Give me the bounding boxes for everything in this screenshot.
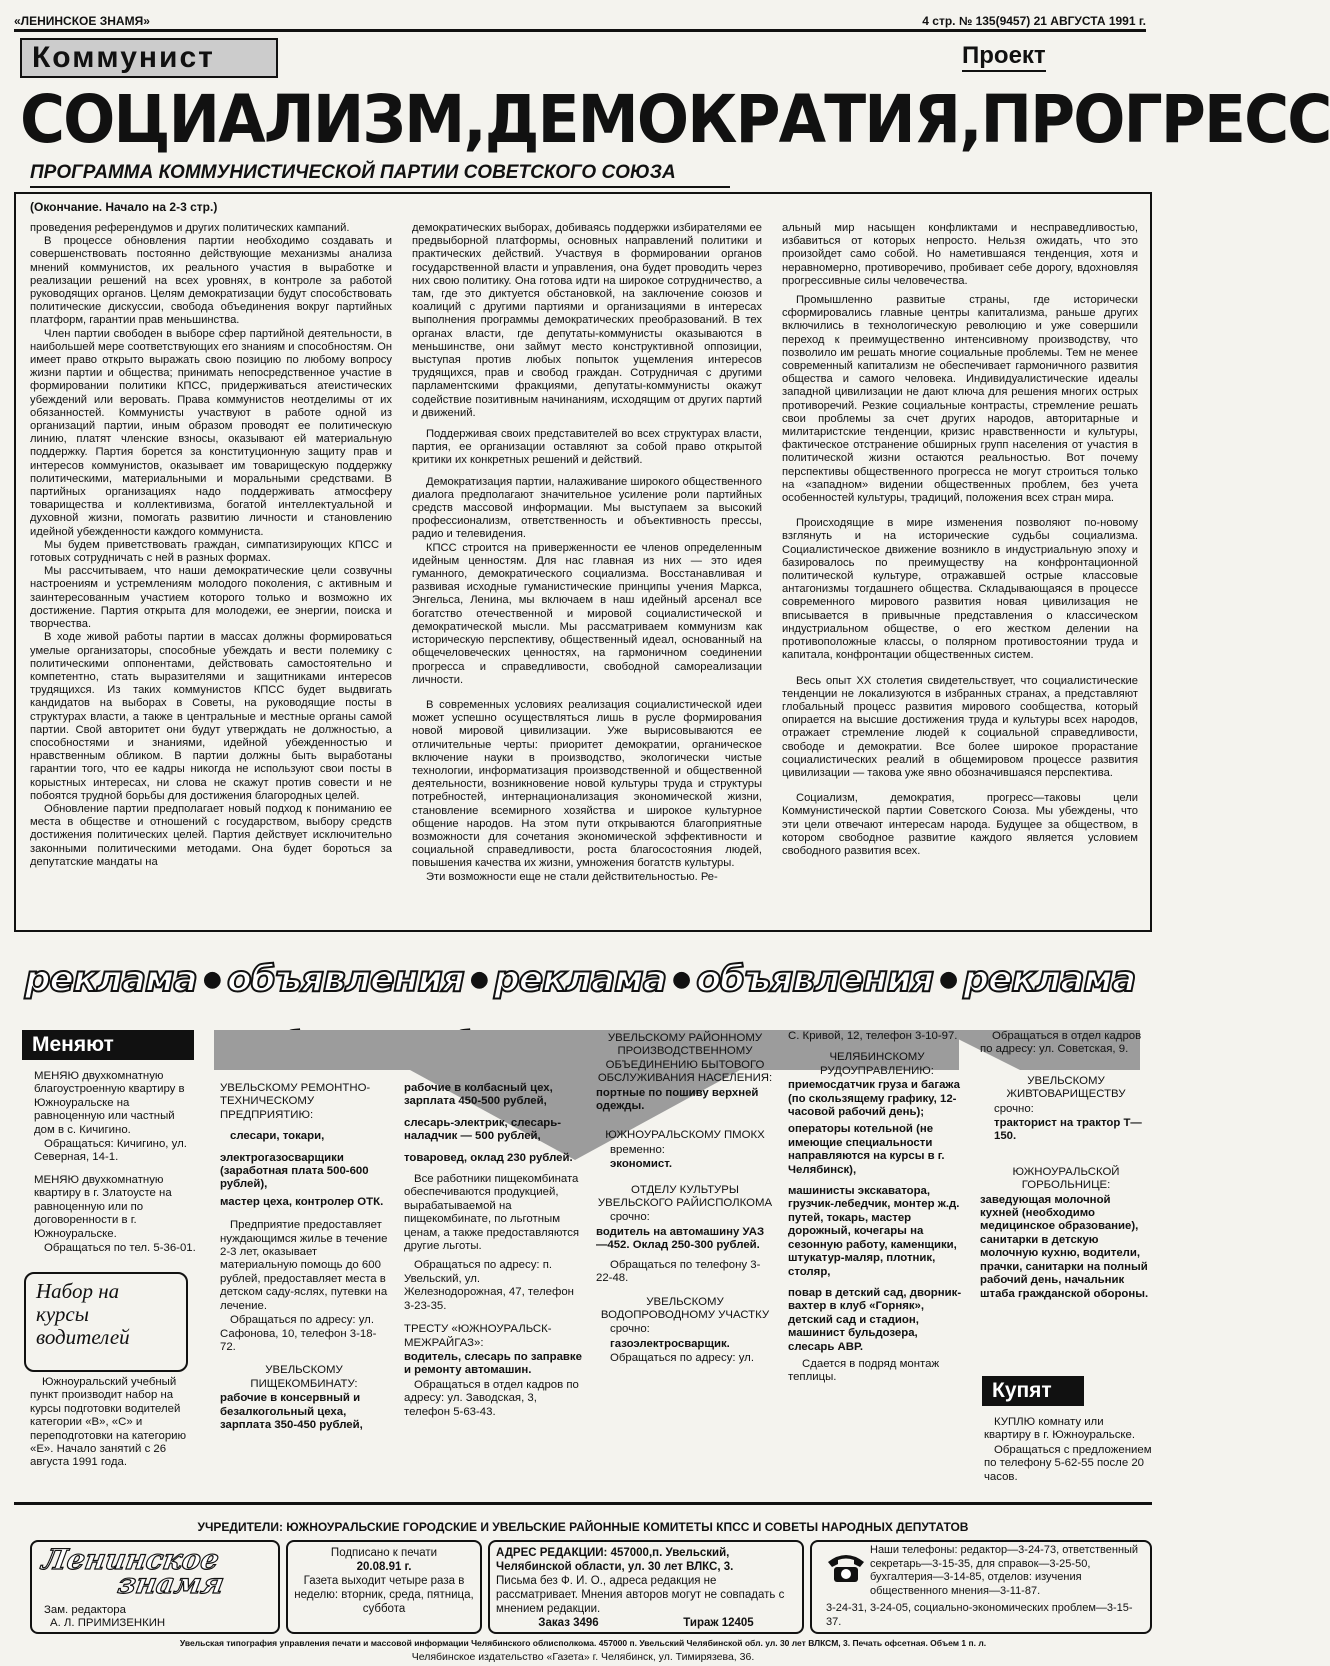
ad-text: слесари, токари, [230, 1130, 325, 1143]
paper-name: «ЛЕНИНСКОЕ ЗНАМЯ» [14, 14, 150, 28]
article-column-3 [782, 222, 1138, 928]
address-box [488, 1540, 804, 1634]
ad-column-4 [788, 1030, 966, 1480]
paragraph: демократических выборах, добиваясь поддержки избирателями ее предвыборной платформы, основных направлений политики и практических действий. Участвуя в формировании органов государственной власти и управления, она будет проводить через них свою политику. Она готова идти на широкое сотрудничество, а там, где это диктуется обстановкой, на заключение союзов и коалиций с другими партиями и организациями в интересах выполнения программы демократических преобразований. В тех органах власти, где депутаты-коммунисты оказываются в меньшинстве, они займут место конструктивной оппозиции, выступая против любых попыток ущемления интересов трудящихся, прав и свобод граждан. Сотрудничая с другими парламентскими фракциями, депутаты-коммунисты окажут содействие позитивным начинаниям, исходящим от других партий и движений. [412, 222, 762, 419]
print-info-box [286, 1540, 482, 1634]
ad-text: Обращаться по адресу: п. Увельский, ул. Железнодорожная, 47, телефон 3-23-35. [404, 1259, 574, 1312]
ad-text: Сдается в подряд монтаж теплицы. [788, 1357, 940, 1384]
article-title: СОЦИАЛИЗМ,ДЕМОКРАТИЯ,ПРОГРЕСС [20, 81, 1330, 158]
ad-text: ЮЖНОУРАЛЬСКОЙ ГОРБОЛЬНИЦЕ: [1012, 1165, 1120, 1192]
ad-text: портные по пошиву верхней одежды. [596, 1086, 759, 1113]
phones-text: Наши телефоны: редактор—3-24-73, ответственный секретарь—3-15-35, для справок—3-25-50, бухгалтерия—3-14-85, отделов: изучения общественного мнения—3-11-87. [870, 1544, 1139, 1597]
founders-line: УЧРЕДИТЕЛИ: ЮЖНОУРАЛЬСКИЕ ГОРОДСКИЕ И УВЕЛЬСКИЕ РАЙОННЫЕ КОМИТЕТЫ КПСС И СОВЕТЫ НАРОДНЫХ ДЕПУТАТОВ [197, 1520, 969, 1534]
ad-text: рабочие в консервный и безалкогольный цеха, зарплата 350-450 рублей, [220, 1392, 363, 1431]
paragraph: проведения референдумов и других политических кампаний. [30, 222, 350, 234]
ad-column-5 [980, 1030, 1152, 1360]
ad-text: Обращаться: Кичигино, ул. Северная, 14-1. [34, 1138, 187, 1164]
page-header [14, 10, 1146, 32]
print-label: Подписано к печати [330, 1547, 438, 1559]
ad-column-3 [596, 1032, 774, 1472]
ad-text: ЮЖНОУРАЛЬСКОМУ ПМОКХ [605, 1129, 765, 1142]
menyayut-heading: Меняют [22, 1030, 194, 1060]
ad-text: заведующая молочной кухней (необходимо медицинское образование), санитарки в детскую молочную кухню, водители, прачки, санитарки на полный рабочий день, начальник штаба гражданской обороны. [980, 1193, 1149, 1300]
ad-text: Обращаться по адресу: ул. [610, 1352, 754, 1365]
paragraph: Происходящие в мире изменения позволяют по-новому взглянуть и на исторические судьбы социализма. Социалистическое движение возникло в индустриальную эпоху и базировалось по преимуществу на конфронтационной политической культуре, отражавшей острые классовые антагонизмы тогдашнего общества. Складывающаяся в процессе современного мирового развития новая цивилизация не вписывается в привычные представления о классическом индустриальном обществе, о его жестком делении на противоположные классы, о полярном противостоянии труда и капитала, конфронтации общественных систем. [782, 517, 1138, 662]
ad-text: временно: [610, 1143, 665, 1156]
ad-text: водитель, слесарь по заправке и ремонту автомашин. [404, 1350, 582, 1377]
ad-text: Обращаться по адресу: ул. Сафонова, 10, телефон 3-18-72. [220, 1314, 377, 1353]
phones-text-2: 3-24-31, 3-24-05, социально-экономических проблем—3-15-37. [826, 1602, 1133, 1628]
ads-banner [24, 958, 1136, 1000]
ad-text: срочно: [610, 1211, 650, 1224]
kupyat-heading: Купят [982, 1376, 1084, 1406]
ad-text: срочно: [610, 1323, 650, 1336]
driving-courses-box: Набор на курсы водителей [24, 1272, 188, 1372]
ad-text: электрогазосварщики (заработная плата 500-600 рублей), [220, 1151, 369, 1191]
ad-exchange-2 [34, 1174, 198, 1266]
bullet-icon: ● [939, 966, 958, 992]
ad-text: ЧЕЛЯБИНСКОМУ РУДОУПРАВЛЕНИЮ: [820, 1051, 934, 1077]
banner-word: объявления [696, 958, 934, 1000]
print-schedule: Газета выходит четыре раза в неделю: вторник, среда, пятница, суббота [294, 1575, 474, 1615]
ad-text: УВЕЛЬСКОМУ РАЙОННОМУ ПРОИЗВОДСТВЕННОМУ ОБЪЕДИНЕНИЮ БЫТОВОГО ОБСЛУЖИВАНИЯ НАСЕЛЕНИЯ: [597, 1032, 773, 1085]
ad-text: Обращаться с предложением по телефону 5-62-55 после 20 часов. [984, 1443, 1152, 1483]
ad-text: рабочие в колбасный цех, зарплата 450-500 рублей, [404, 1082, 553, 1108]
ad-text: машинисты экскаватора, грузчик-лебедчик, монтер ж.д. путей, токарь, мастер дорожный, кочегары на сезонную работу, каменщики, штукатур-маляр, плотник, столяр, [788, 1185, 960, 1278]
footer-rule [14, 1502, 1152, 1505]
ad-text: ТРЕСТУ «ЮЖНОУРАЛЬСК-МЕЖРАЙГАЗ»: [404, 1323, 552, 1349]
article-column-1 [30, 222, 392, 928]
ad-text: УВЕЛЬСКОМУ РЕМОНТНО-ТЕХНИЧЕСКОМУ ПРЕДПРИЯТИЮ: [220, 1082, 371, 1121]
order-number: Заказ 3496 [538, 1617, 599, 1629]
paragraph: Демократизация партии, налаживание широкого общественного диалога предполагают значительное усиление роли партийных средств массовой информации. Мы выступаем за высокий профессионализм, ответственность и объективность прессы, радио и телевидения. [412, 475, 762, 541]
ad-text: товаровед, оклад 230 рублей. [404, 1151, 573, 1164]
deputy-name: А. Л. ПРИМИЗЕНКИН [50, 1617, 166, 1630]
paragraph: В современных условиях реализация социалистической идеи может успешно осуществляться лишь в русле формирования новой мировой цивилизации. Уже вырисовываются ее отличительные черты: приоритет демократии, органическое включение науки в производство, экологически чистые технологии, информатизация производственной и общественной деятельности, возникновение новой культуры труда и структуры потребностей, интернационализация экономической жизни, становление всемирного хозяйства и широкое культурное общение народов. На этом пути открываются благоприятные возможности для сочетания экономической эффективности и социальной справедливости, роста благосостояния людей, повышения качества их жизни, умножения богатств культуры. [412, 698, 762, 870]
paragraph: Социализм, демократия, прогресс—таковы цели Коммунистической партии Советского Союза. Мы убеждены, что эти цели отвечают интересам народа. Будущее за обществом, в котором свободное развитие каждого является условием свободного развития всех. [782, 792, 1138, 857]
ad-text: МЕНЯЮ двухкомнатную квартиру в г. Златоусте на равноценную или по договоренности в г. Южноуральске. [34, 1174, 172, 1240]
publisher-line: Челябинское издательство «Газета» г. Челябинск, ул. Тимирязева, 36. [411, 1651, 755, 1663]
ad-text: УВЕЛЬСКОМУ ВОДОПРОВОДНОМУ УЧАСТКУ [600, 1295, 770, 1321]
order-line [496, 1616, 796, 1630]
print-date: 20.08.91 г. [356, 1561, 412, 1573]
paragraph: Член партии свободен в выборе сфер партийной деятельности, в наибольшей мере соответствующих его знаниям и способностям. Он имеет право открыто выражать свою позицию по любому вопросу жизни партии и общества; принимать непосредственное участие в формировании политики КПСС, придерживаться атеистических убеждений или веровать. Права коммунистов неотделимы от их обязанностей. Коммунисты участвуют в работе одной из организаций партии, иным образом проводят ее политическую линию, платят членские взносы, оказывают ей материальную поддержку. Партия борется за конституционную защиту прав и интересов коммунистов, оказывает им товарищескую поддержку политическими, материальными и моральными средствами. В партийных организациях надо поддерживать атмосферу товарищества и коллективизма, богатой интеллектуальной и духовной жизни, помогать развитию личности и становлению идейной убежденности каждого коммуниста. [30, 327, 392, 538]
deputy-editor [44, 1604, 274, 1634]
paragraph: альный мир насыщен конфликтами и несправедливостью, избавиться от которых непросто. Нельзя ожидать, что это произойдет само собой. Но наметившаяся тенденция, хотя и неравномерно, противоречиво, пробивает себе дорогу, вдохновляя прогрессивные силы человечества. [782, 222, 1138, 287]
issue-info: 4 стр. № 135(9457) 21 АВГУСТА 1991 г. [922, 14, 1146, 28]
banner-word: объявления [226, 958, 464, 1000]
paragraph: КПСС строится на приверженности ее членов определенным идейным ценностям. Для нас главная из них — это идея гуманного, демократического социализма. Восстанавливая и развивая исходные гуманистические принципы учения Маркса, Энгельса, Ленина, мы включаем в наш идейный арсенал все богатство отечественной и мировой социалистической и демократической мысли. Мы рассматриваем коммунизм как историческую перспективу, общественный идеал, основанный на общечеловеческих ценностях, на гармоничном соединении прогресса и справедливости, свободной самореализации личности. [412, 541, 762, 686]
letters-note: Письма без Ф. И. О., адреса редакция не рассматривает. Мнения авторов могут не совпадать с мнением редакции. [496, 1575, 785, 1615]
paragraph: Промышленно развитые страны, где исторически сформировались главные центры капитализма, раньше других включились в технологическую революцию и уже совершили переход к преимущественно интенсивному производству, что позволило им решать многие социальные проблемы. Тем не менее современный капитализм не обеспечивает гармоничного развития общества и самого человека. Индивидуалистические идеалы западной цивилизации не дают ключа для решения многих острых противоречий. Резкие социальные контрасты, стремление решать свои проблемы за счет других народов, авторитарные и милитаристские тенденции, кризис нравственности и культуры, фактическое отстранение обширных групп населения от участия в политической жизни остаются реальностью. Вот почему перспективы общественного прогресса не могут строиться только на «западном» видении общественных проблем, без учета особенностей культуры, традиций, положения всех стран мира. [782, 294, 1138, 505]
continuation-note: (Окончание. Начало на 2-3 стр.) [30, 200, 218, 214]
bullet-icon: ● [672, 966, 691, 992]
circulation: Тираж 12405 [683, 1617, 754, 1629]
ad-text: Предприятие предоставляет нуждающимся жилье в течение 2-3 лет, оказывает материальную помощь до 600 рублей, предоставляет места в детском саду-яслях, путевки на лечение. [220, 1219, 388, 1312]
article-column-2 [412, 222, 762, 928]
paragraph: Поддерживая своих представителей во всех структурах власти, партия, ее организации оставляют за собой право открытой критики их конкретных решений и действий. [412, 428, 762, 467]
paragraph: Мы будем приветствовать граждан, симпатизирующих КПСС и готовых сотрудничать с ней в разных формах. [30, 538, 392, 565]
deputy-label: Зам. редактора [44, 1604, 126, 1616]
ad-text: МЕНЯЮ двухкомнатную благоустроенную квартиру в Южноуральске на равноценную или частный дом в с. Кичигино. [34, 1070, 185, 1136]
bullet-icon: ● [469, 966, 488, 992]
article-subtitle: ПРОГРАММА КОММУНИСТИЧЕСКОЙ ПАРТИИ СОВЕТСКОГО СОЮЗА [30, 162, 730, 188]
ad-text: Обращаться в отдел кадров по адресу: ул. Заводская, 3, телефон 5-63-43. [404, 1378, 579, 1418]
ad-text: УВЕЛЬСКОМУ ПИЩЕКОМБИНАТУ: [250, 1364, 358, 1390]
ad-text: мастер цеха, контролер ОТК. [220, 1195, 384, 1208]
ad-exchange-1 [34, 1070, 198, 1180]
ad-text: С. Кривой, 12, телефон 3-10-97. [788, 1030, 958, 1042]
ad-text: ОТДЕЛУ КУЛЬТУРЫ УВЕЛЬСКОГО РАЙИСПОЛКОМА [597, 1183, 773, 1210]
paragraph: Обновление партии предполагает новый подход к пониманию ее места в обществе и отношений с государством, выбору средств достижения политических целей. Партия действует исключительно законными политическими методами. Она будет бороться за депутатские мандаты на [30, 802, 392, 868]
logo-line-2: знамя [115, 1567, 227, 1600]
ad-text: Все работники пищекомбината обеспечиваются продукцией, вырабатываемой на пищекомбинате, по льготным ценам, а также предоставляются другие льготы. [404, 1173, 580, 1253]
rubric-label: Коммунист [20, 38, 278, 78]
ad-buy-1 [984, 1416, 1152, 1486]
ad-text: повар в детский сад, дворник-вахтер в клуб «Горняк», детский сад и стадион, машинист бульдозера, слесарь АВР. [788, 1286, 962, 1353]
paragraph: В ходе живой работы партии в массах должны формироваться умелые организаторы, способные убеждать и вести полемику с политическими оппонентами, действовать самостоятельно и компетентно, стать выразителями и защитниками интересов трудящихся. Из таких коммунистов КПСС будет выдвигать кандидатов на выборах в Советы, на руководящие посты в структурах власти, а также в центральные и местные органы самой партии. Свой авторитет они будут утверждать не должностью, а способностями и знаниями, идейной убежденностью и нравственным обликом. В партии должны быть выработаны гарантии того, что ее кадры никогда не используют свои посты в корыстных интересах, ни слова не скажут против совести и не побоятся трудной борьбы для достижения благородных целей. [30, 631, 392, 802]
paragraph: Эти возможности еще не стали действительностью. Ре- [426, 870, 718, 883]
paragraph: В процессе обновления партии необходимо создавать и совершенствовать постоянно действующие механизмы анализа мнений коммунистов, их реального участия в выработке и реализации решений на всех уровнях, в контроле за работой руководящих органов. Целям демократизации будут способствовать политические дискуссии, свобода объединения вокруг партийных платформ, гарантии прав меньшинства. [30, 235, 392, 327]
ad-text: экономист. [610, 1158, 672, 1171]
paragraph: Мы рассчитываем, что наши демократические цели созвучны настроениям и устремлениям молодого поколения, с активным и заинтересованным участием которого только и возможно их достижение. Партия открыта для молодежи, ее энергии, поиска и творчества. [30, 565, 392, 631]
ad-text: приемосдатчик груза и багажа (по скользящему графику, 12-часовой рабочий день); [788, 1079, 960, 1119]
ad-column-1 [220, 1082, 388, 1472]
ad-text: Обращаться по тел. 5-36-01. [44, 1242, 196, 1255]
ad-text: тракторист на трактор Т—150. [994, 1117, 1142, 1143]
bullet-icon: ● [202, 966, 221, 992]
telephone-icon [826, 1552, 866, 1584]
ad-text: газоэлектросварщик. [610, 1337, 730, 1350]
ad-text: КУПЛЮ комнату или квартиру в г. Южноуральске. [984, 1416, 1136, 1442]
printer-line: Увельская типография управления печати и массовой информации Челябинского облисполкома. 457000 п. Увельский Челябинской обл. ул. 30 лет ВЛКСМ, 3. Печать офсетная. Объем 1 п. л. [179, 1638, 987, 1648]
ad-text: Обращаться в отдел кадров по адресу: ул. Советская, 9. [980, 1030, 1142, 1056]
banner-word: реклама [963, 958, 1136, 1000]
logo-line-1: Ленинское [39, 1543, 222, 1576]
banner-word: реклама [494, 958, 666, 1000]
paragraph: Весь опыт XX столетия свидетельствует, что социалистические тенденции не локализуются в избранных странах, а представляют глобальный процесс развития мирового сообщества, который опирается на высшие достижения труда и культуры всех народов, отражает стремление людей к социальной справедливости, свободе и демократии. Все более широкое прорастание социалистических реалий в общемировом процессе развития цивилизации — такова уже явно обозначившаяся перспектива. [782, 674, 1138, 779]
ad-text: Обращаться по телефону 3-22-48. [596, 1258, 761, 1285]
ad-text: операторы котельной (не имеющие специальности направляются на курсы в г. Челябинск), [788, 1123, 945, 1176]
paper-logo [35, 1543, 274, 1600]
ad-text: срочно: [994, 1102, 1034, 1115]
ad-text: слесарь-электрик, слесарь-наладчик — 500 рублей, [404, 1116, 562, 1143]
ad-text: водитель на автомашину УАЗ—452. Оклад 250-300 рублей. [596, 1225, 765, 1252]
banner-word: реклама [24, 958, 197, 1000]
driving-courses-text: Южноуральский учебный пункт производит набор на курсы подготовки водителей категории «В», «С» и переподготовки на категорию «Е». Начало занятий с 26 августа 1991 года. [30, 1376, 187, 1469]
ad-column-2 [404, 1082, 582, 1472]
project-label: Проект [962, 42, 1046, 72]
address-text: АДРЕС РЕДАКЦИИ: 457000,п. Увельский, Челябинской области, ул. 30 лет ВЛКС, 3. [496, 1547, 734, 1573]
ad-text: УВЕЛЬСКОМУ ЖИВТОВАРИЩЕСТВУ [1006, 1074, 1126, 1101]
